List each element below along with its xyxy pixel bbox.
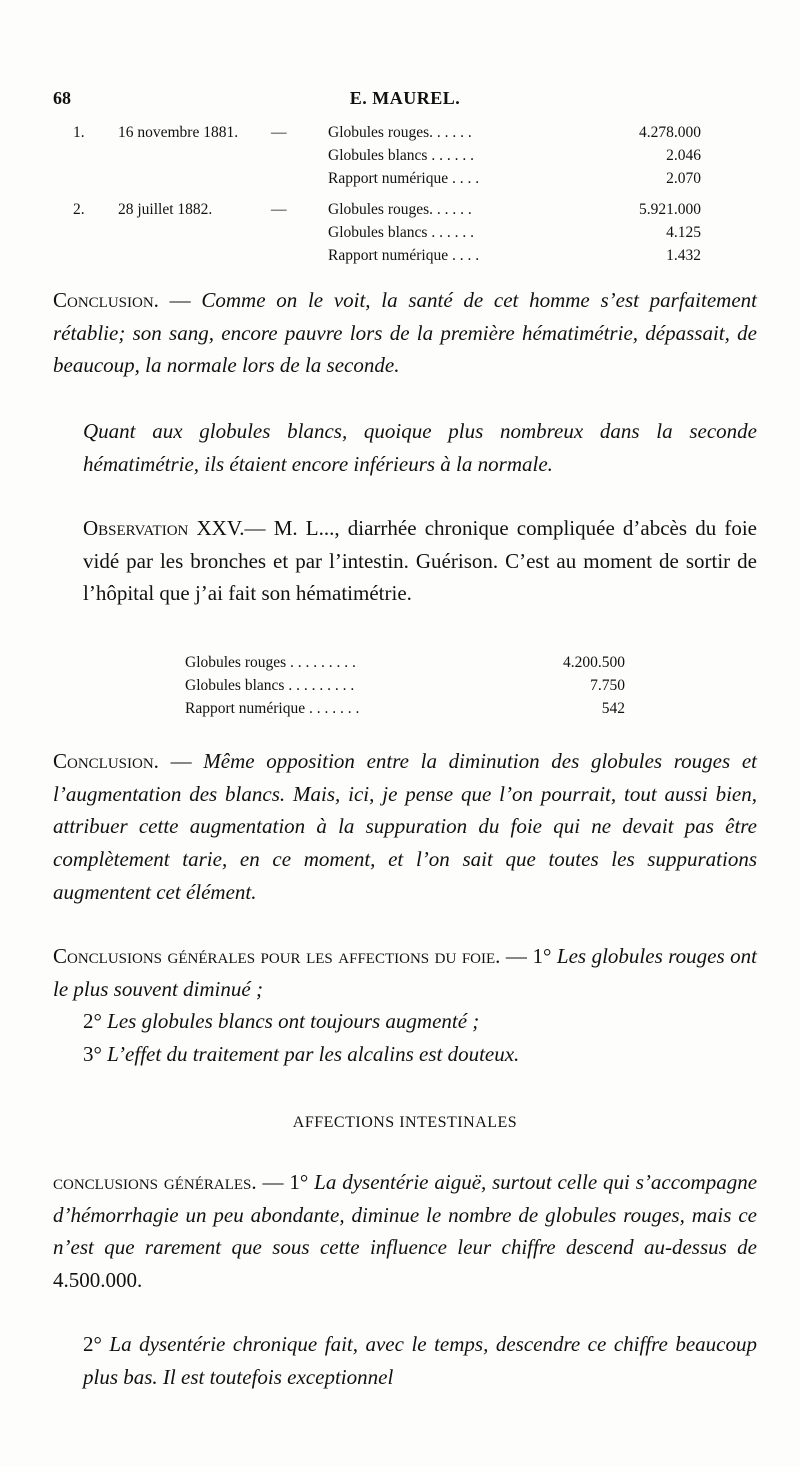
table-row [53, 222, 757, 244]
table-row [53, 245, 757, 267]
item-text: La dysentérie chronique fait, avec le temps, descendre ce chiffre beaucoup plus bas. Il est toutefois exceptionnel [83, 1332, 757, 1389]
liver-conclusion-item-3 [53, 1038, 757, 1071]
row-value: 7.750 [590, 677, 625, 694]
row-number: 1. [73, 124, 85, 141]
liver-conclusion-item-2 [53, 1005, 757, 1038]
conclusion-text: Comme on le voit, la santé de cet homme s’est parfaitement rétablie; son sang, encore pauvre lors de la première hématimétrie, dépassait, de beaucoup, la normale lors de la seconde. [53, 288, 757, 378]
intestinal-general-conclusions [53, 1166, 757, 1297]
row-label: Globules rouges . . . . . . . . . [185, 654, 356, 671]
row-value: 5.921.000 [639, 201, 701, 218]
intestinal-conclusions-heading: conclusions générales. — [53, 1170, 284, 1194]
row-dash: — [271, 201, 287, 218]
row-label: Globules rouges. . . . . . [328, 124, 472, 141]
row-label: Globules blancs . . . . . . [328, 147, 474, 164]
table-row [53, 199, 757, 221]
conclusion-paragraph-1 [53, 284, 757, 382]
page-header [53, 88, 757, 112]
row-value: 2.046 [666, 147, 701, 164]
row-label: Globules blancs . . . . . . [328, 224, 474, 241]
item-text: Les globules blancs ont toujours augmenté ; [107, 1009, 480, 1033]
table-row [53, 675, 757, 697]
row-value: 542 [601, 700, 625, 717]
section-title: AFFECTIONS INTESTINALES [292, 1114, 518, 1131]
table-row [53, 168, 757, 190]
item-number: 2° [83, 1009, 102, 1033]
table-row [53, 145, 757, 167]
row-label: Globules blancs . . . . . . . . . [185, 677, 355, 694]
table-row [53, 122, 757, 144]
item-number: 2° [83, 1332, 102, 1356]
running-head-author: E. MAUREL. [349, 88, 461, 108]
table-row [53, 698, 757, 720]
row-number: 2. [73, 201, 85, 218]
row-label: Rapport numérique . . . . . . . [185, 700, 360, 717]
intestinal-conclusion-item-2 [53, 1328, 757, 1393]
observation-paragraph [53, 512, 757, 610]
conclusion-text: Même opposition entre la diminution des globules rouges et l’augmentation des blancs. Mais, ici, je pense que l’on pourrait, tout aussi bien, attribuer cette augmentation à la suppuration du foie qui ne devait pas être complètement tarie, en ce moment, et l’on sait que toutes les suppurations augmentent cet élément. [53, 749, 757, 904]
item-number: 3° [83, 1042, 102, 1066]
row-date: 28 juillet 1882. [118, 201, 213, 218]
row-label: Rapport numérique . . . . [328, 170, 480, 187]
row-dash: — [271, 124, 287, 141]
observation-heading: Observation XXV.— [83, 516, 266, 540]
row-label: Globules rouges. . . . . . [328, 201, 472, 218]
liver-conclusions-heading: Conclusions générales pour les affections du foie. — [53, 944, 527, 968]
conclusion-heading: Conclusion. — [53, 749, 192, 773]
row-value: 2.070 [666, 170, 701, 187]
conclusion-paragraph-2 [53, 745, 757, 909]
row-label: Rapport numérique . . . . [328, 247, 480, 264]
item-number: 1° [289, 1170, 309, 1194]
liver-general-conclusions [53, 940, 757, 1005]
page-number: 68 [53, 88, 71, 108]
row-date: 16 novembre 1881. [118, 124, 239, 141]
item-number: 1° [532, 944, 552, 968]
document-page [53, 0, 757, 1467]
row-value: 1.432 [666, 247, 701, 264]
row-value: 4.278.000 [639, 124, 701, 141]
item-text: Les globules rouges ont le plus souvent diminué ; [53, 944, 758, 1001]
table-row [53, 652, 757, 674]
white-cells-paragraph: Quant aux globules blancs, quoique plus nombreux dans la seconde hématimétrie, ils étaient encore inférieurs à la normale. [83, 419, 757, 476]
item-value: 4.500.000. [53, 1268, 143, 1293]
conclusion-heading: Conclusion. — [53, 288, 191, 312]
item-text: L’effet du traitement par les alcalins est douteux. [107, 1042, 520, 1066]
observation-text: M. L..., diarrhée chronique compliquée d’abcès du foie vidé par les bronches et par l’intestin. Guérison. C’est au moment de sortir de l’hôpital que j’ai fait son hématimétrie. [83, 516, 757, 606]
item-text: La dysentérie aiguë, surtout celle qui s’accompagne d’hémorrhagie un peu abondante, diminue le nombre de globules rouges, mais ce n’est que rarement que sous cette influence leur chiffre descend au-dessus de [53, 1170, 758, 1260]
row-value: 4.125 [666, 224, 701, 241]
row-value: 4.200.500 [563, 654, 625, 671]
